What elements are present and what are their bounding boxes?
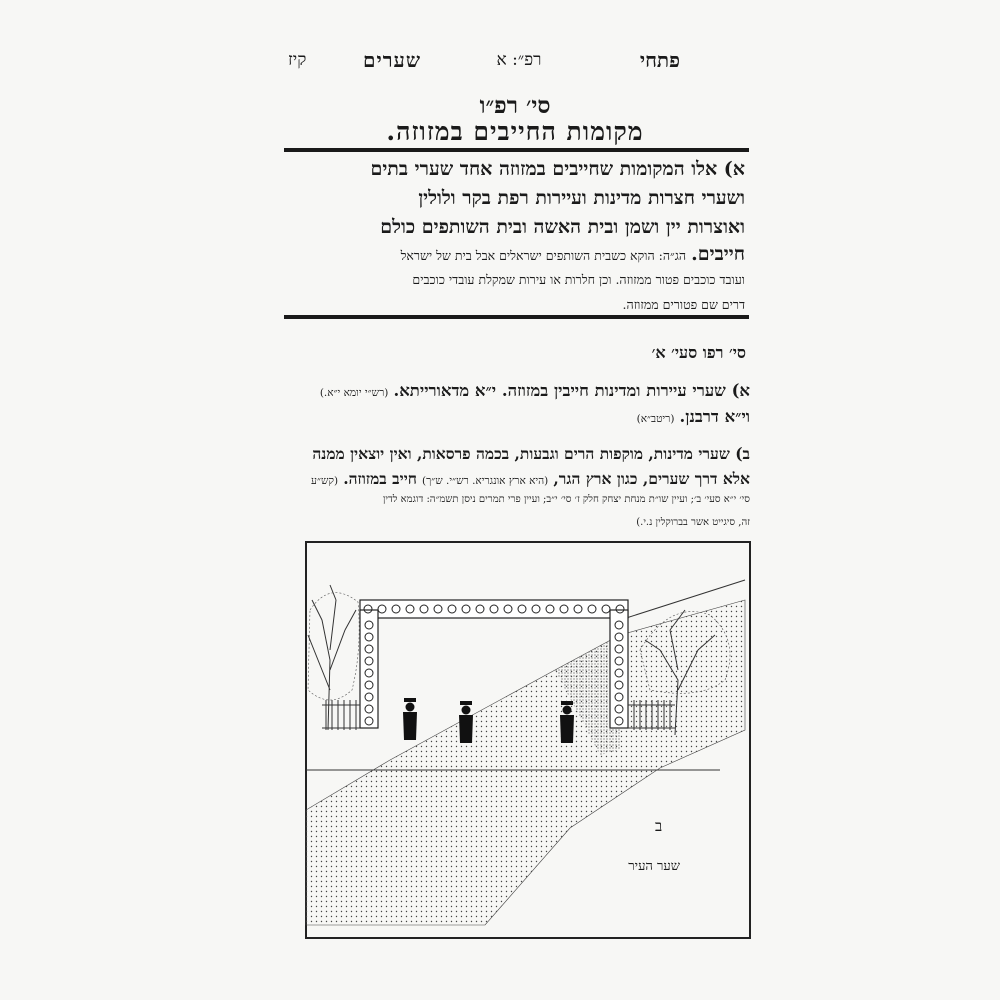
para-b-line2-main: אלא דרך שערים, כגון ארץ הגר, xyxy=(553,469,750,488)
illustration-letter: ב xyxy=(655,817,663,835)
sa-line-4 xyxy=(290,243,745,266)
commentary-heading: סי׳ רפו סעי׳ א׳ xyxy=(651,343,746,362)
person-left xyxy=(403,698,417,740)
sa-line-1: א) אלו המקומות שחייבים במזוזה אחד שערי בתים xyxy=(370,158,745,180)
left-tree xyxy=(308,585,359,730)
para-a-line2-main: וי״א דרבנן. xyxy=(679,407,750,426)
siman-number: סי׳ רפ״ו xyxy=(479,92,551,119)
para-b-line2-note2: (קש״ע xyxy=(311,475,339,487)
para-a-note: (רש״י יומא י״א.) xyxy=(319,387,389,399)
top-rule xyxy=(284,148,749,152)
city-gate-illustration xyxy=(300,540,752,942)
person-middle xyxy=(459,701,473,743)
sa-gloss-line-1: ועובד כוכבים פטור ממזוזה. וכן חלרות או עירות שמקלת עובדי כוכבים xyxy=(412,272,745,287)
header-book-title: פתחי xyxy=(639,48,680,72)
para-b-line-1: ב) שערי מדינות, מוקפות הרים וגבעות, בכמה פרסאות, ואין יוצאין ממנה xyxy=(312,444,750,463)
sa-line-3: ואוצרות יין ושמן ובית האשה ובית השותפים כולם xyxy=(380,216,745,238)
para-a-main: א) שערי עיירות ומדינות חייבין במזוזה. י״א מדאורייתא. xyxy=(393,381,750,400)
para-b-line2-note: (היא ארץ אונגריא. רש״י. ש״ך) xyxy=(422,475,549,487)
bottom-rule xyxy=(284,315,749,319)
para-a-line2-note: (ריטב״א) xyxy=(636,413,675,425)
header-center-title: שערים xyxy=(362,48,422,72)
sa-line-2: ושערי חצרות מדינות ועיירות רפת בקר ולולין xyxy=(418,187,745,209)
illustration-caption: שער העיר xyxy=(628,859,680,874)
para-b-line2-end: חייב במזוזה. xyxy=(343,469,417,488)
para-a-line-1 xyxy=(285,381,750,401)
sa-gloss-start: הג״ה: הוקא כשבית השותפים ישראלים אבל בית של ישראל xyxy=(400,248,687,263)
para-b-line-2 xyxy=(285,469,750,489)
para-b-line-4: זה, סיגייט אשר בברוקלין נ.י.) xyxy=(636,517,750,528)
siman-title: מקומות החייבים במזוזה. xyxy=(386,117,644,146)
para-a-line-2 xyxy=(285,407,750,427)
sa-line-4-bold: חייבים. xyxy=(691,243,745,265)
sa-gloss-line-2: דרים שם פטורים ממזוזה. xyxy=(622,297,745,312)
page-number: קיז xyxy=(288,50,307,70)
header-section-ref: רפ״: א xyxy=(496,50,542,70)
para-b-line-3: סי׳ י״א סעי׳ ב׳; ועיין שו״ת מנחת יצחק חלק ז׳ סי׳ י״ב; ועיין פרי תמרים ניסן תשמ״ה: דוגמא לדין xyxy=(382,494,750,505)
